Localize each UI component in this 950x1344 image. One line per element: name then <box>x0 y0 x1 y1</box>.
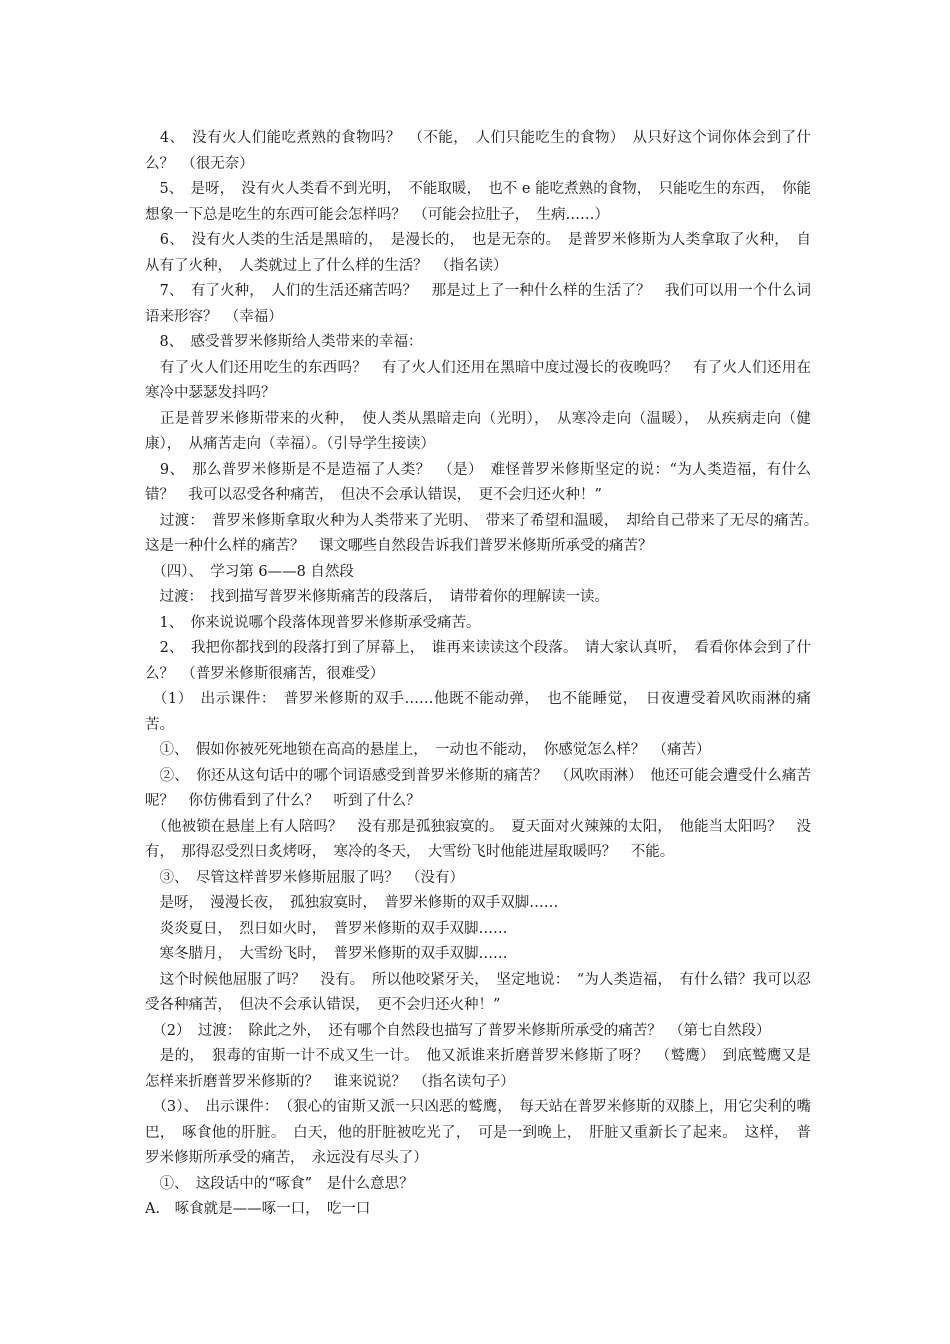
courseware-1: （1） 出示课件： 普罗米修斯的双手……他既不能动弹， 也不能睡觉， 日夜遭受着风吹雨淋的痛苦。 <box>145 691 811 733</box>
courseware-3: （3）、 出示课件： （狠心的宙斯又派一只凶恶的鹫鹰， 每天站在普罗米修斯的双膝上，用它尖利的嘴巴， 啄食他的肝脏。 白天，他的肝脏被吃光了， 可是一到晚上， 肝脏又重新长了起来。 这样， 普罗米修斯所承受的痛苦， 永远没有尽头了） <box>145 1099 811 1166</box>
paragraph-4: 4、 没有火人们能吃煮熟的食物吗？ （不能， 人们只能吃生的食物） 从只好这个词你体会到了什么？ （很无奈） <box>145 130 811 172</box>
reading-line-3: 寒冬腊月， 大雪纷飞时， 普罗米修斯的双手双脚…… <box>145 946 508 962</box>
question-1: ①、 假如你被死死地锁在高高的悬崖上， 一动也不能动， 你感觉怎么样？ （痛苦） <box>145 742 711 758</box>
question-2: ②、 你还从这句话中的哪个词语感受到普罗米修斯的痛苦？ （风吹雨淋） 他还可能会遭受什么痛苦呢？ 你仿佛看到了什么？ 听到了什么？ <box>145 767 811 809</box>
question-2-answer: （他被锁在悬崖上有人陪吗？ 没有那是孤独寂寞的。 夏天面对火辣辣的太阳， 他能当太阳吗？ 没有， 那得忍受烈日炙烤呀， 寒冷的冬天， 大雪纷飞时他能进屋取暖吗？ 不能。 <box>145 818 811 860</box>
paragraph-5: 5、 是呀， 没有火人类看不到光明， 不能取暖， 也不 e 能吃煮熟的食物， 只能吃生的东西， 你能想象一下总是吃生的东西可能会怎样吗？ （可能会拉肚子， 生病……） <box>145 181 811 223</box>
step-2: 2、 我把你都找到的段落打到了屏幕上， 谁再来读读这个段落。 请大家认真听， 看看你体会到了什么？ （普罗米修斯很痛苦，很难受） <box>145 640 811 682</box>
reading-line-2: 炎炎夏日， 烈日如火时， 普罗米修斯的双手双脚…… <box>145 920 508 937</box>
paragraph-6: 6、 没有火人类的生活是黑暗的， 是漫长的， 也是无奈的。 是普罗米修斯为人类拿取了火种， 自从有了火种， 人类就过上了什么样的生活？ （指名读） <box>145 232 811 274</box>
paragraph-9: 9、 那么普罗米修斯是不是造福了人类？ （是） 难怪普罗米修斯坚定的说：“为人类造福，有什么错？ 我可以忍受各种痛苦， 但决不会承认错误， 更不会归还火种！” <box>145 461 811 503</box>
paragraph-8-questions: 有了火人们还用吃生的东西吗？ 有了火人们还用在黑暗中度过漫长的夜晚吗？ 有了火人们还用在寒冷中瑟瑟发抖吗？ <box>145 359 811 401</box>
reading-line-1: 是呀， 漫漫长夜， 孤独寂寞时， 普罗米修斯的双手双脚…… <box>145 895 559 911</box>
section-heading: （四）、 学习第 6——8 自然段 <box>145 563 354 580</box>
courseware-2-transition: （2） 过渡： 除此之外， 还有哪个自然段也描写了普罗米修斯所承受的痛苦？ （第七自然段） <box>145 1022 771 1039</box>
eagle-paragraph: 是的， 狠毒的宙斯一计不成又生一计。 他又派谁来折磨普罗米修斯了呀？ （鹫鹰） 到底鹫鹰又是怎样来折磨普罗米修斯的？ 谁来说说？ （指名读句子） <box>145 1048 811 1090</box>
document-body <box>145 126 826 1223</box>
question-3: ③、 尽管这样普罗米修斯屈服了吗？ （没有） <box>145 869 464 886</box>
paragraph-8-summary: 正是普罗米修斯带来的火种， 使人类从黑暗走向（光明）， 从寒冷走向（温暖）， 从疾病走向（健康）， 从痛苦走向（幸福）。（引导学生接读） <box>145 410 811 452</box>
section-transition: 过渡： 找到描写普罗米修斯痛苦的段落后， 请带着你的理解读一读。 <box>145 589 609 605</box>
transition-paragraph: 过渡： 普罗米修斯拿取火种为人类带来了光明、 带来了希望和温暖， 却给自己带来了无尽的痛苦。 这是一种什么样的痛苦？ 课文哪些自然段告诉我们普罗米修斯所承受的痛苦？ <box>145 512 826 554</box>
reading-conclusion: 这个时候他屈服了吗？ 没有。 所以他咬紧牙关， 坚定地说： “为人类造福， 有什么错？我可以忍受各种痛苦， 但决不会承认错误， 更不会归还火种！” <box>145 971 811 1013</box>
zhuoshi-question: ①、 这段话中的“啄食” 是什么意思？ <box>145 1175 414 1192</box>
step-1: 1、 你来说说哪个段落体现普罗米修斯承受痛苦。 <box>145 614 481 631</box>
answer-a: A. 啄食就是——啄一口， 吃一口 <box>145 1201 371 1217</box>
paragraph-8: 8、 感受普罗米修斯给人类带来的幸福： <box>145 334 423 350</box>
paragraph-7: 7、 有了火种， 人们的生活还痛苦吗？ 那是过上了一种什么样的生活了？ 我们可以用一个什么词语来形容？ （幸福） <box>145 283 811 325</box>
